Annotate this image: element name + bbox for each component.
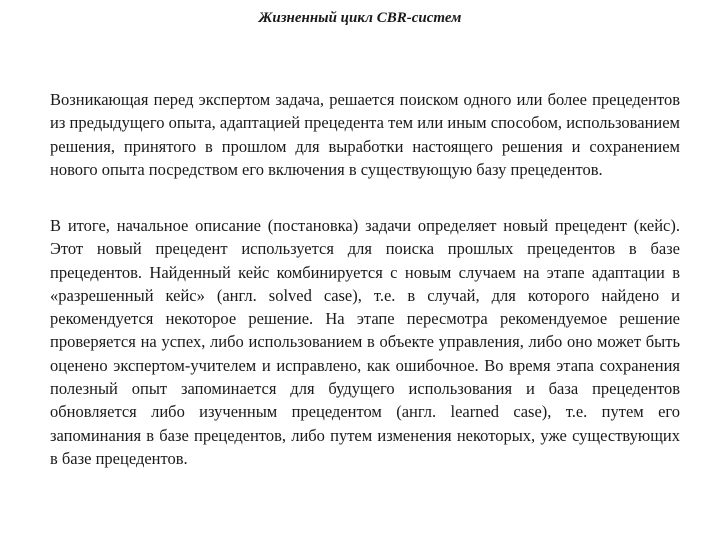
paragraph-1: Возникающая перед экспертом задача, решается поиском одного или более прецедентов из предыдущего опыта, адаптацией прецедента тем или иным способом, использованием решения, принятого в прошлом для выработки настоящего решения и сохранением нового опыта посредством его включения в существующую базу прецедентов. bbox=[50, 90, 680, 179]
slide-title: Жизненный цикл CBR-систем bbox=[258, 10, 462, 26]
paragraph-2: В итоге, начальное описание (постановка) задачи определяет новый прецедент (кейс). Этот новый прецедент используется для поиска прошлых прецедентов в базе прецедентов. Найденный кейс комбинируется с новым случаем на этапе адаптации в «разрешенный кейс» (англ. solved case), т.е. в случай, для которого найдено и рекомендуется некоторое решение. На этапе пересмотра рекомендуемое решение проверяется на успех, либо использованием в объекте управления, либо оно может быть оценено экспертом-учителем и исправлено, как ошибочное. Во время этапа сохранения полезный опыт запоминается для будущего использования и база прецедентов обновляется либо изученным прецедентом (англ. learned case), т.е. путем его запоминания в базе прецедентов, либо путем изменения некоторых, уже существующих в базе прецедентов. bbox=[50, 216, 680, 468]
